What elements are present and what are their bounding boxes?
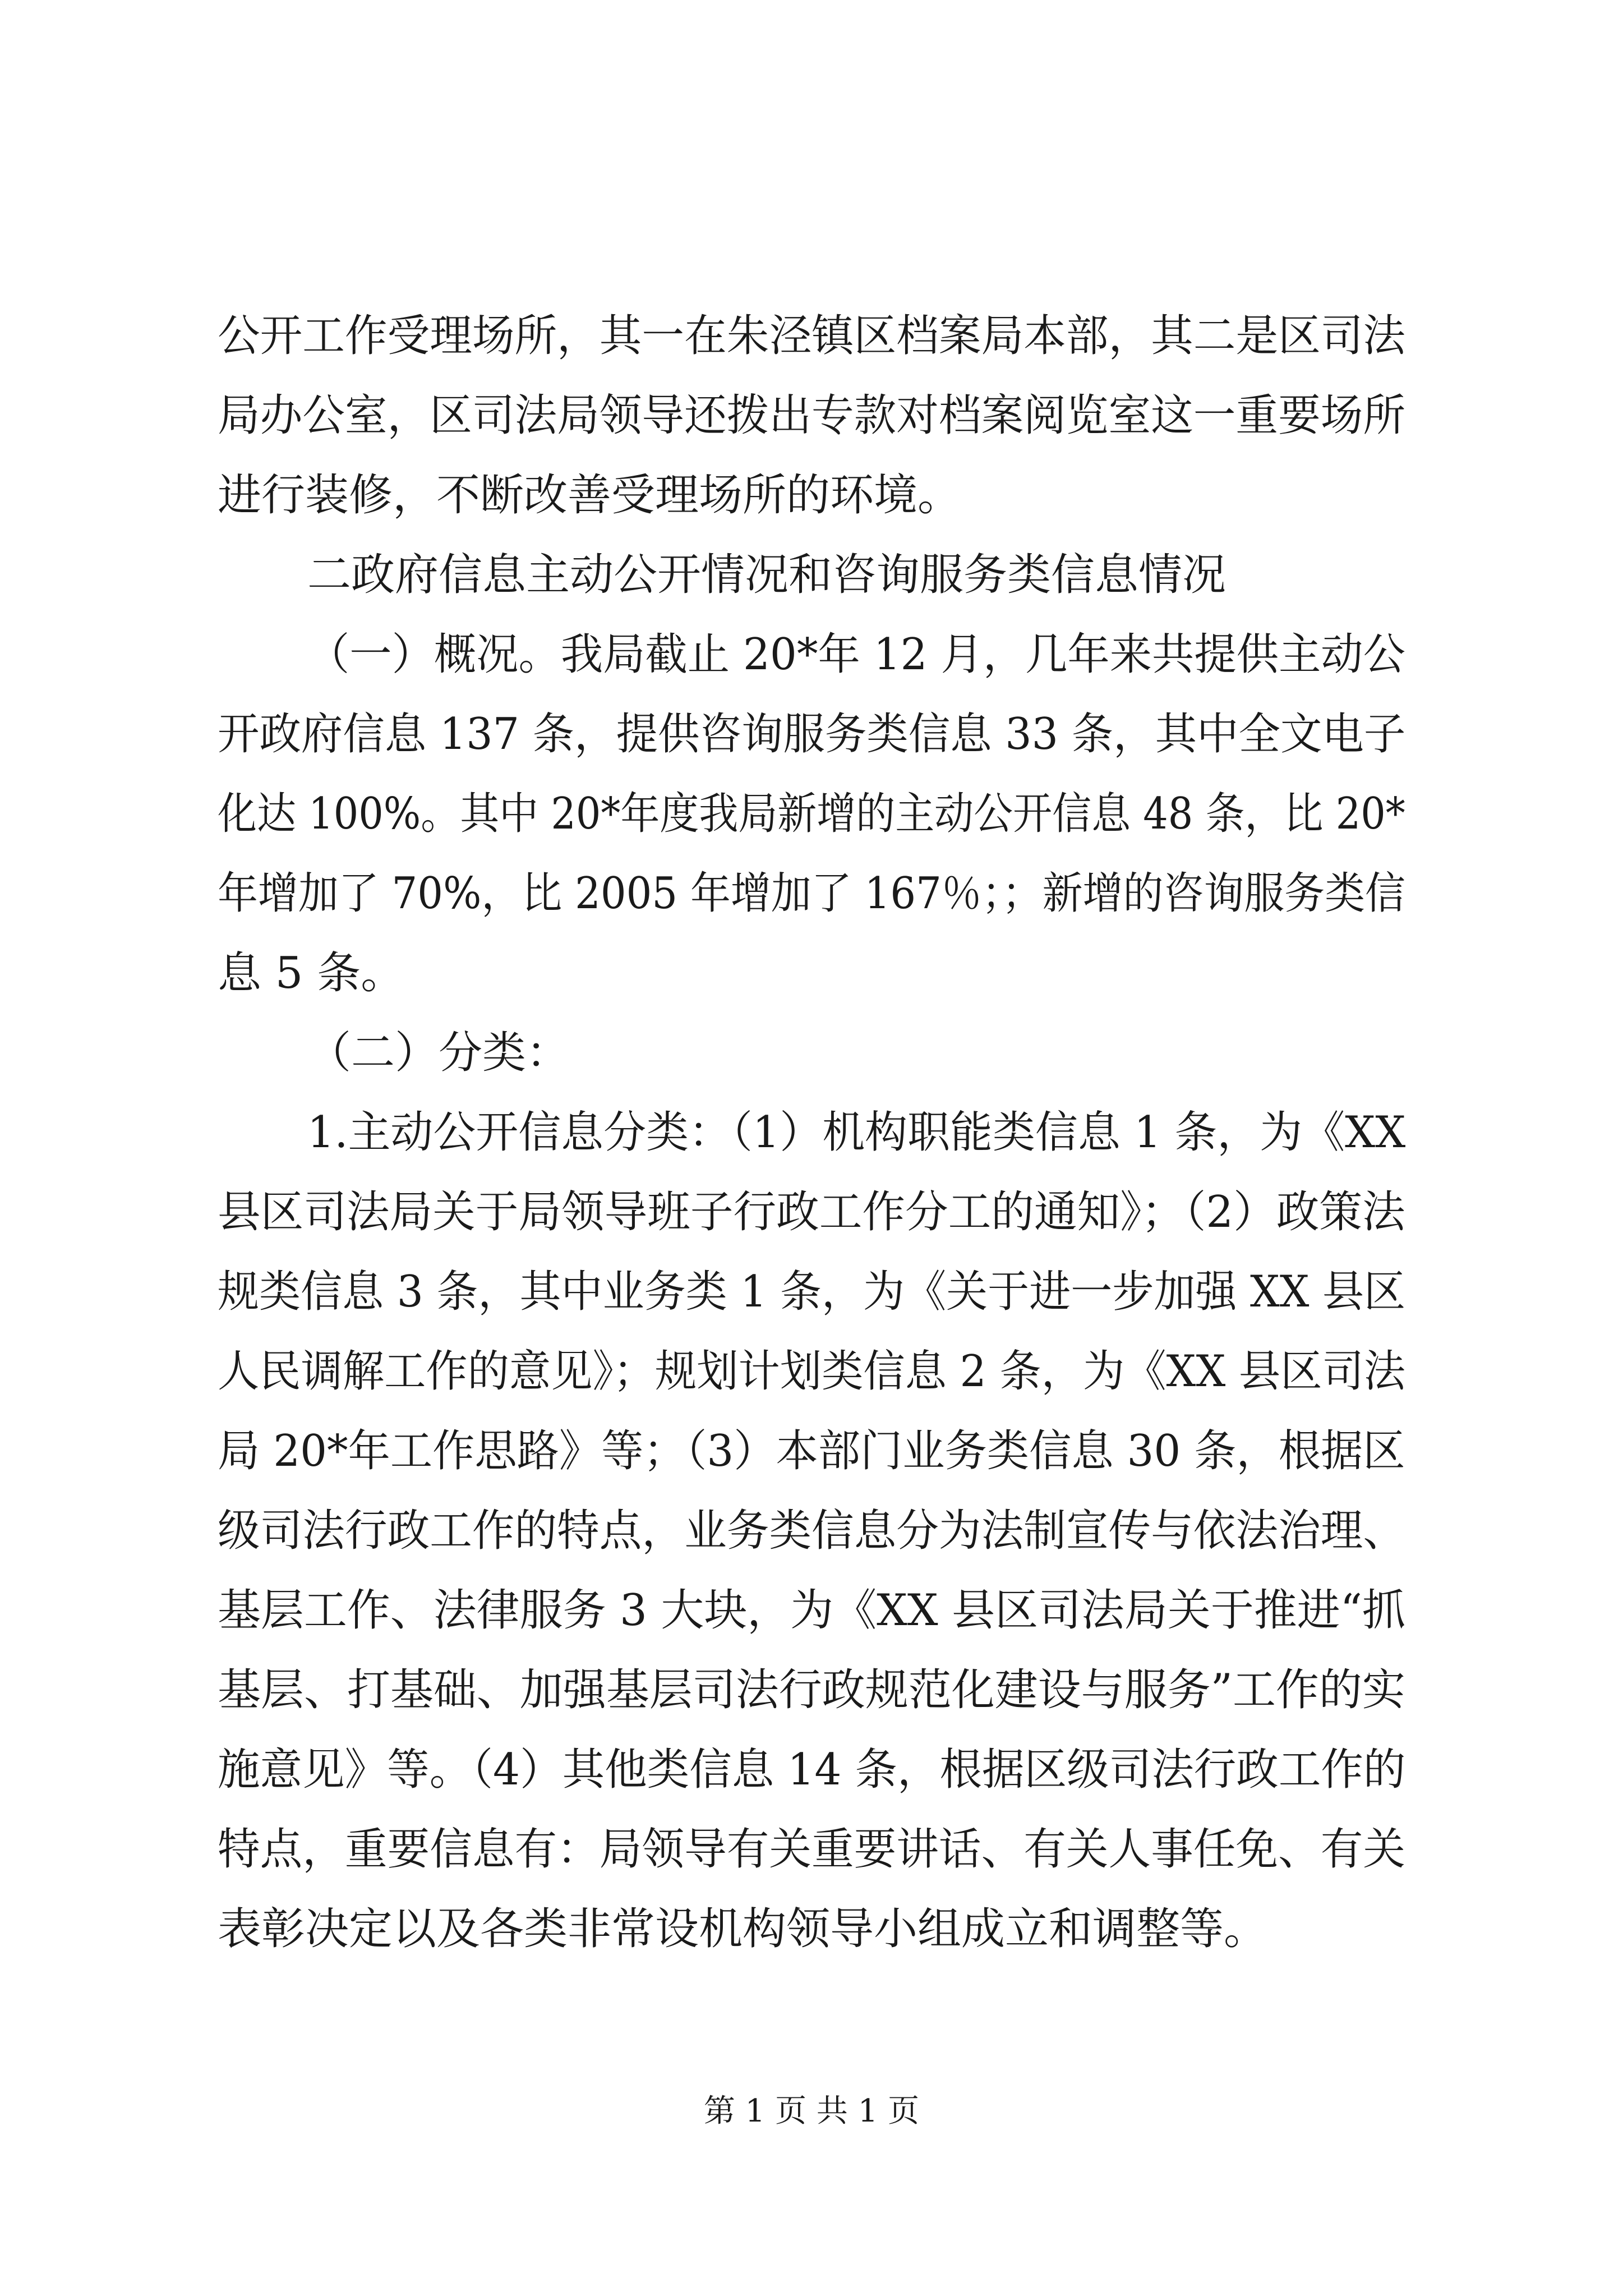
body-line: 人民调解工作的意见》；规划计划类信息 2 条，为《XX 县区司法 [218,1346,1406,1397]
section-heading: 二政府信息主动公开情况和咨询服务类信息情况 [307,550,1227,600]
body-line: 公开工作受理场所，其一在朱泾镇区档案局本部，其二是区司法 [218,311,1406,361]
body-line: 表彰决定以及各类非常设机构领导小组成立和调整等。 [218,1904,1268,1954]
body-line: 1.主动公开信息分类：（1）机构职能类信息 1 条，为《XX [307,1107,1406,1158]
body-line: 级司法行政工作的特点，业务类信息分为法制宣传与依法治理、 [218,1506,1406,1556]
subsection-heading-classification: （二）分类： [307,1028,570,1078]
body-line: 开政府信息 137 条，提供咨询服务类信息 33 条，其中全文电子 [218,709,1406,760]
body-line: 年增加了 70%，比 2005 年增加了 167％；；新增的咨询服务类信 [218,868,1405,919]
body-line: 化达 100%。其中 20*年度我局新增的主动公开信息 48 条，比 20* [218,789,1405,839]
body-line: 局 20*年工作思路》等；（3）本部门业务类信息 30 条，根据区 [218,1426,1405,1476]
body-line: 基层、打基础、加强基层司法行政规范化建设与服务”工作的实 [218,1665,1405,1715]
body-line: 规类信息 3 条，其中业务类 1 条，为《关于进一步加强 XX 县区 [218,1267,1406,1317]
body-line: 息 5 条。 [218,948,405,999]
body-line: 特点，重要信息有：局领导有关重要讲话、有关人事任免、有关 [218,1824,1406,1875]
body-line: 县区司法局关于局领导班子行政工作分工的通知》；（2）政策法 [218,1187,1405,1237]
body-line: 进行装修，不断改善受理场所的环境。 [218,470,962,521]
body-line: 局办公室，区司法局领导还拨出专款对档案阅览室这一重要场所 [218,390,1406,441]
body-line: 施意见》等。（4）其他类信息 14 条，根据区级司法行政工作的 [218,1745,1406,1795]
page-footer: 第 1 页 共 1 页 [703,2093,920,2129]
body-line: 基层工作、法律服务 3 大块，为《XX 县区司法局关于推进“抓 [218,1585,1405,1636]
subsection-heading-overview: （一）概况。我局截止 20*年 12 月，几年来共提供主动公 [307,629,1405,680]
